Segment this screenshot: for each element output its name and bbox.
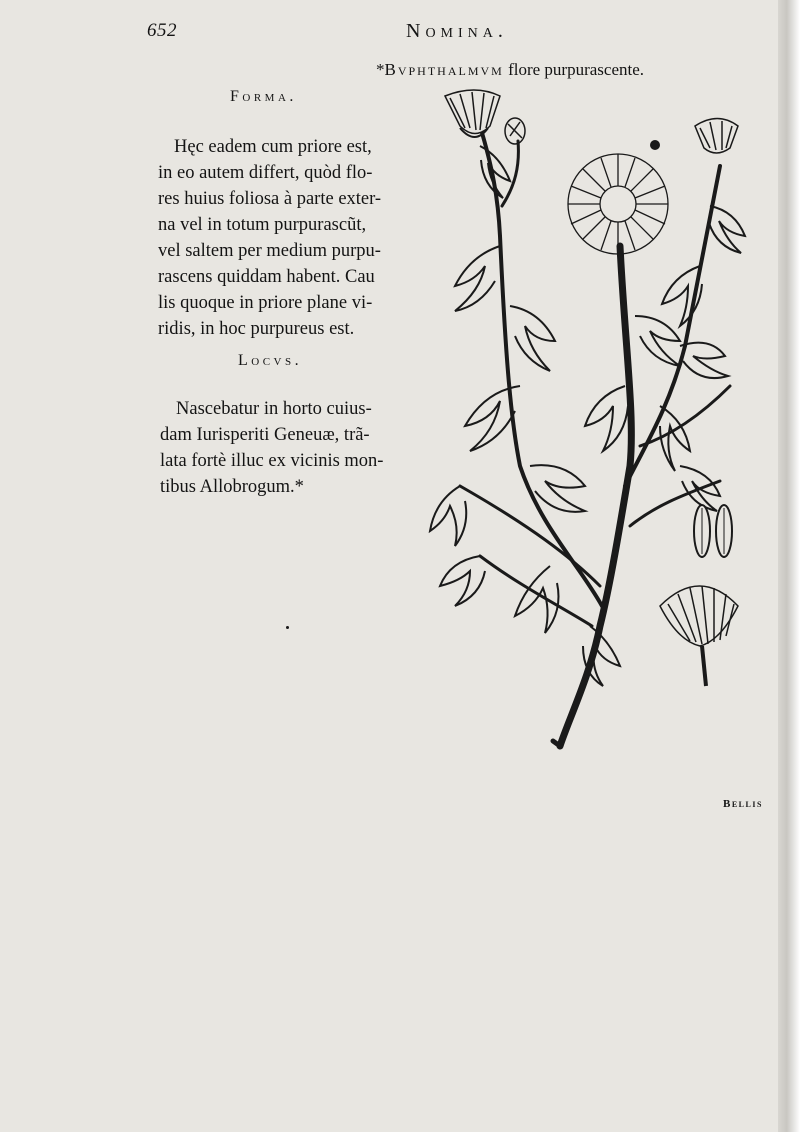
text-line: Hęc eadem cum priore est, [174, 137, 372, 157]
page-edge-shadow [778, 0, 800, 1132]
plant-title-genus: Bvphthalmvm [384, 60, 504, 79]
text-line: tibus Allobrogum.* [160, 477, 304, 497]
section-heading-forma: Forma. [230, 88, 297, 105]
text-line: vel saltem per medium purpu- [158, 241, 381, 261]
plant-woodcut-illustration [420, 86, 750, 756]
page-number: 652 [147, 20, 177, 41]
plant-title-descriptor: flore purpurascente. [503, 60, 645, 79]
section-body-forma [158, 134, 381, 342]
text-line: lis quoque in priore plane vi- [158, 293, 373, 313]
ink-speck [286, 626, 289, 629]
text-line: na vel in totum purpurascũt, [158, 215, 367, 235]
section-heading-locvs: Locvs. [238, 352, 303, 369]
ink-speck [650, 140, 660, 150]
text-line: dam Iurisperiti Geneuæ, trã- [160, 425, 370, 445]
text-line: in eo autem differt, quòd flo- [158, 163, 373, 183]
text-line: ridis, in hoc purpureus est. [158, 319, 355, 339]
section-body-locvs [160, 396, 383, 500]
text-line: rascens quiddam habent. Cau [158, 267, 375, 287]
text-line: Nascebatur in horto cuius- [176, 399, 372, 419]
running-head: Nomina. [406, 20, 508, 42]
catchword: Bellis [723, 798, 763, 810]
text-line: lata fortè illuc ex vicinis mon- [160, 451, 384, 471]
plant-title [376, 60, 644, 80]
plant-title-marker: * [376, 60, 385, 79]
text-line: res huius foliosa à parte exter- [158, 189, 382, 209]
